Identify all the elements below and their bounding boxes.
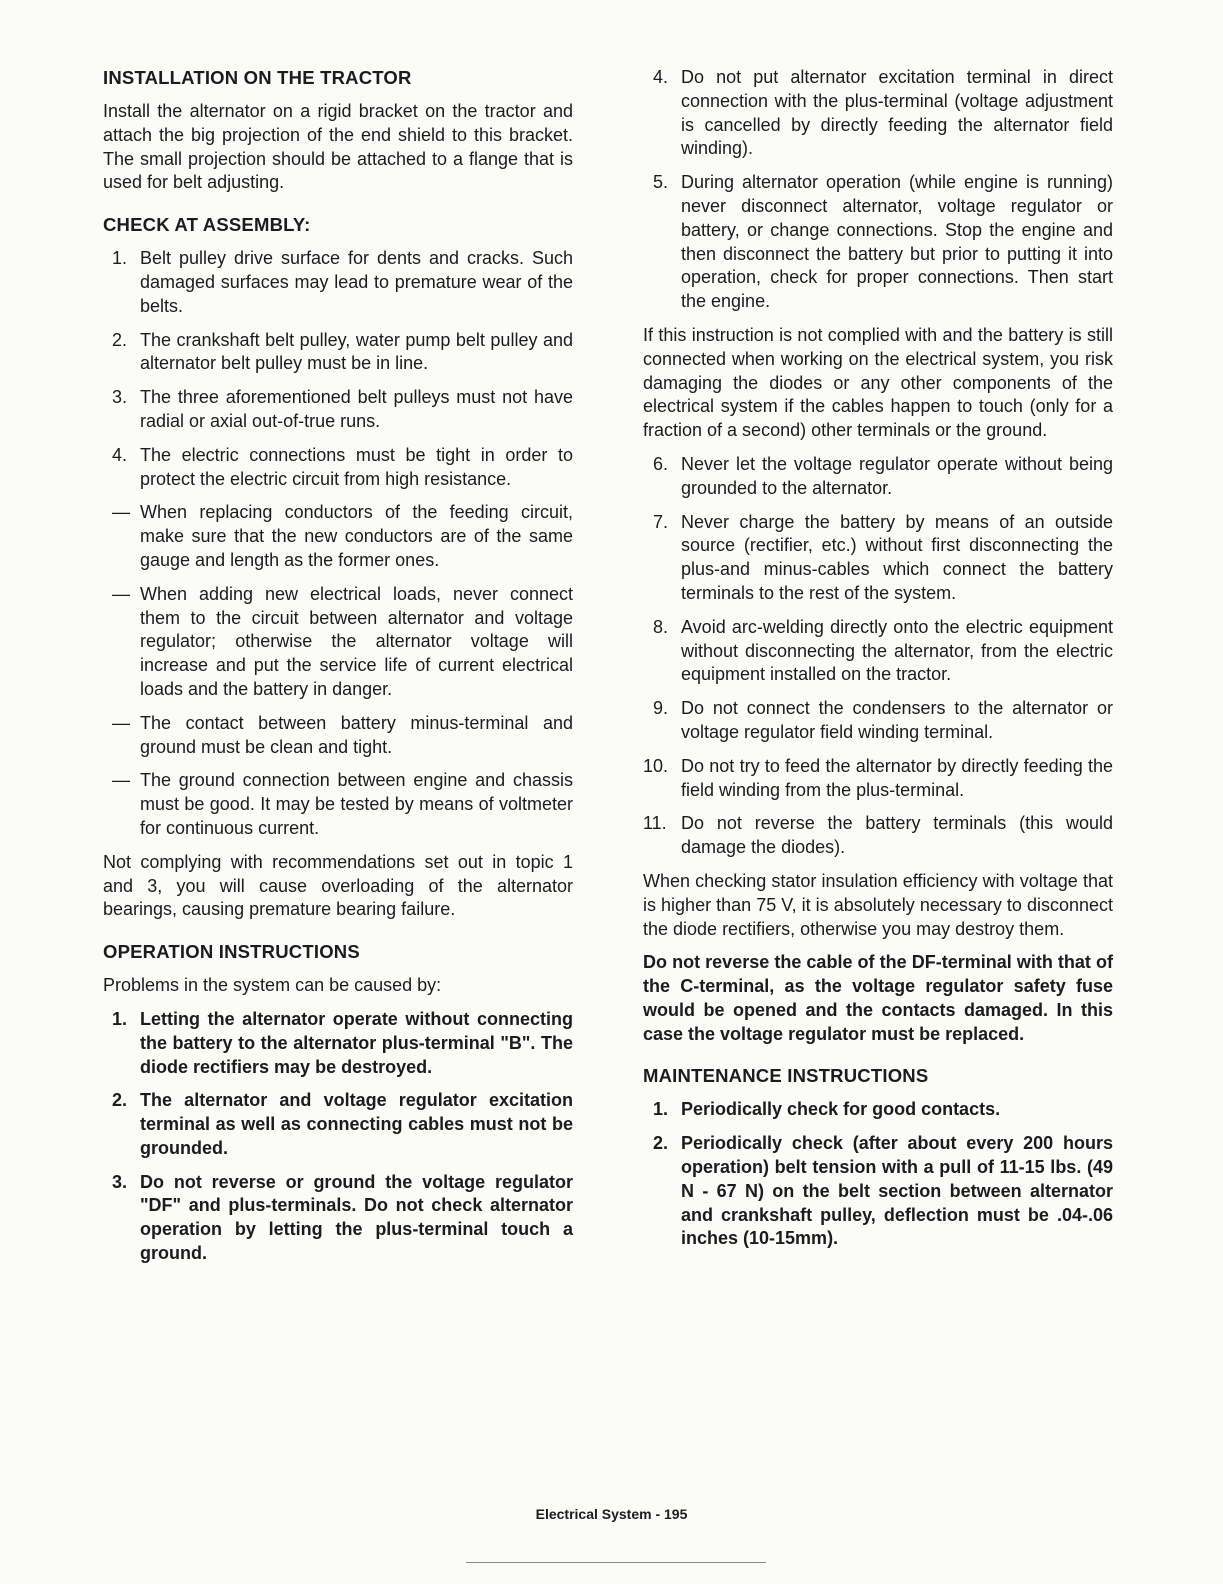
installation-text: Install the alternator on a rigid bracket on the tractor and attach the big projection of the end shield to this bracket. The small projection should be attached to a flange that is used for belt adjusting. bbox=[103, 101, 573, 193]
left-column bbox=[103, 66, 573, 1276]
installation-heading: INSTALLATION ON THE TRACTOR bbox=[103, 67, 412, 88]
operation-heading: OPERATION INSTRUCTIONS bbox=[103, 941, 360, 963]
check-item: — The contact between battery minus-terminal and ground must be clean and tight. bbox=[112, 712, 573, 757]
operation-item: 10. Do not try to feed the alternator by directly feeding the field winding from the plus-terminal. bbox=[643, 755, 1113, 800]
maintenance-item: 2. Periodically check (after about every 200 hours operation) belt tension with a pull of 11-15 lbs. (49 N - 67 N) on the belt section between alternator and crankshaft pulley, deflection must be .04-.06 inches (10-15mm). bbox=[653, 1133, 1113, 1249]
operation-item: 3. Do not reverse or ground the voltage regulator "DF" and plus-terminals. Do not check alternator operation by letting the plus-terminal touch a ground. bbox=[112, 1171, 573, 1264]
check-note: Not complying with recommendations set out in topic 1 and 3, you will cause overloading of the alternator bearings, causing premature bearing failure. bbox=[103, 851, 573, 920]
check-item: 3. The three aforementioned belt pulleys must not have radial or axial out-of-true runs. bbox=[112, 387, 573, 431]
df-terminal-note: Do not reverse the cable of the DF-terminal with that of the C-terminal, as the voltage regulator safety fuse would be opened and the contacts damaged. In this case the voltage regulator must be replaced. bbox=[643, 952, 1113, 1044]
page-footer: Electrical System - 195 bbox=[535, 1506, 688, 1522]
operation-intro: Problems in the system can be caused by: bbox=[103, 975, 442, 996]
check-item: 2. The crankshaft belt pulley, water pump belt pulley and alternator belt pulley must be in line. bbox=[112, 329, 573, 374]
maintenance-heading: MAINTENANCE INSTRUCTIONS bbox=[643, 1065, 929, 1087]
operation-item: 2. The alternator and voltage regulator excitation terminal as well as connecting cables must not be grounded. bbox=[112, 1090, 573, 1158]
operation-item: 7. Never charge the battery by means of an outside source (rectifier, etc.) without first disconnecting the plus-and minus-cables which connect the battery terminals to the rest of the system. bbox=[653, 511, 1113, 603]
check-item: 1. Belt pulley drive surface for dents and cracks. Such damaged surfaces may lead to premature wear of the belts. bbox=[112, 248, 573, 316]
check-item: — When replacing conductors of the feeding circuit, make sure that the new conductors are of the same gauge and length as the former ones. bbox=[112, 502, 573, 570]
operation-item: 9. Do not connect the condensers to the alternator or voltage regulator field winding terminal. bbox=[653, 698, 1113, 742]
check-heading: CHECK AT ASSEMBLY: bbox=[103, 214, 311, 236]
check-item: — The ground connection between engine and chassis must be good. It may be tested by means of voltmeter for continuous current. bbox=[112, 770, 573, 838]
warning-note: If this instruction is not complied with and the battery is still connected when working on the electrical system, you risk damaging the diodes or any other components of the electrical system if the cables happen to touch (only for a fraction of a second) other terminals or the ground. bbox=[643, 324, 1113, 441]
operation-item: 5. During alternator operation (while engine is running) never disconnect alternator, voltage regulator or battery, or change connections. Stop the engine and then disconnect the battery but prior to putting it into operation, check for proper connections. Then start the engine. bbox=[653, 172, 1113, 312]
check-item: 4. The electric connections must be tight in order to protect the electric circuit from high resistance. bbox=[112, 444, 573, 489]
bottom-rule bbox=[466, 1562, 766, 1563]
stator-note: When checking stator insulation efficiency with voltage that is higher than 75 V, it is absolutely necessary to disconnect the diode rectifiers, otherwise you may destroy them. bbox=[643, 870, 1113, 939]
right-column bbox=[643, 66, 1113, 1261]
operation-item: 11. Do not reverse the battery terminals (this would damage the diodes). bbox=[643, 813, 1113, 858]
operation-item: 6. Never let the voltage regulator operate without being grounded to the alternator. bbox=[653, 453, 1113, 498]
maintenance-item: 1. Periodically check for good contacts. bbox=[653, 1099, 1001, 1120]
operation-item: 1. Letting the alternator operate without connecting the battery to the alternator plus-terminal "B". The diode rectifiers may be destroyed. bbox=[112, 1008, 573, 1077]
check-item: — When adding new electrical loads, never connect them to the circuit between alternator and voltage regulator; otherwise the alternator voltage will increase and put the service life of current electrical loads and the battery in danger. bbox=[112, 583, 573, 699]
operation-item: 4. Do not put alternator excitation terminal in direct connection with the plus-terminal (voltage adjustment is cancelled by directly feeding the alternator field winding). bbox=[653, 67, 1113, 159]
operation-item: 8. Avoid arc-welding directly onto the electric equipment without disconnecting the alternator, from the electric equipment installed on the tractor. bbox=[653, 616, 1113, 685]
